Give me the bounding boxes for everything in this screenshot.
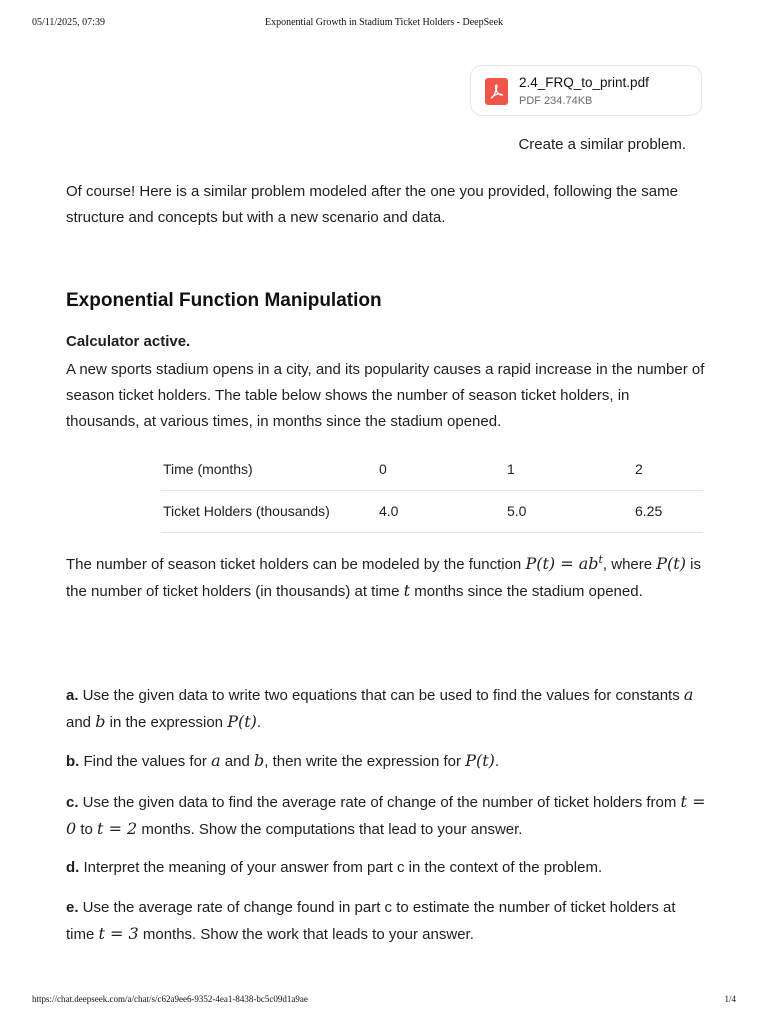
part-e <box>66 895 706 948</box>
math-t0: t = 0 <box>66 792 706 838</box>
table-cell: 2 <box>635 448 703 490</box>
attachment-filename: 2.4_FRQ_to_print.pdf <box>519 75 649 90</box>
user-message: Create a similar problem. <box>518 136 686 153</box>
table-cell: 0 <box>379 448 507 490</box>
math-t: t <box>403 581 411 600</box>
model-paragraph <box>66 547 706 605</box>
text-span: Interpret the meaning of your answer from part c in the context of the problem. <box>79 859 603 876</box>
part-label: a. <box>66 687 79 704</box>
text-span: . <box>256 714 262 731</box>
text-span: to <box>76 821 98 838</box>
print-footer <box>32 994 736 1008</box>
print-header <box>32 17 736 31</box>
problem-text: A new sports stadium opens in a city, and its popularity causes a rapid increase in the number of season ticket holders. The table below shows the number of season ticket holders, in thousands, at various times, in months since the stadium opened. <box>66 361 705 430</box>
part-label: d. <box>66 859 80 876</box>
math-b: b <box>254 751 265 770</box>
math-b: b <box>95 712 106 731</box>
text-span: months since the stadium opened. <box>410 583 643 600</box>
math-pt: P(t) <box>465 751 495 770</box>
table-row <box>161 490 703 532</box>
text-span: Use the given data to find the average rate of change of the number of ticket holders from <box>78 794 681 811</box>
text-span: , then write the expression for <box>264 753 466 770</box>
part-b <box>66 748 706 775</box>
part-a <box>66 682 706 736</box>
print-url: https://chat.deepseek.com/a/chat/s/c62a9ee6-9352-4ea1-8438-bc5c09d1a9ae <box>32 994 308 1004</box>
math-pt: P(t) <box>656 554 686 573</box>
table-header-row <box>161 448 703 490</box>
text-span: and <box>220 753 254 770</box>
print-page-number: 1/4 <box>724 994 736 1004</box>
text-span: months. Show the work that leads to your answer. <box>138 926 474 943</box>
text-span: Use the given data to write two equations that can be used to find the values for constants <box>78 687 684 704</box>
print-date: 05/11/2025, 07:39 <box>32 17 105 28</box>
math-a: a <box>211 751 221 770</box>
calculator-note: Calculator active. <box>66 333 191 350</box>
math-exponent: t <box>598 553 603 566</box>
table-cell: 5.0 <box>507 490 635 532</box>
pdf-icon <box>485 78 508 105</box>
attachment-meta: PDF 234.74KB <box>519 95 593 107</box>
print-title: Exponential Growth in Stadium Ticket Holders - DeepSeek <box>264 17 504 28</box>
text-span: months. Show the computations that lead to your answer. <box>137 821 523 838</box>
text-span: , where <box>602 556 657 573</box>
math-t2: t = 2 <box>97 819 138 838</box>
table-cell: 4.0 <box>379 490 507 532</box>
data-table <box>161 448 703 533</box>
math-function: P(t) = ab <box>525 554 599 573</box>
math-t3: t = 3 <box>98 924 139 943</box>
table-cell: 6.25 <box>635 490 703 532</box>
text-span: is the number of ticket holders (in thousands) at time <box>66 556 701 600</box>
text-span: and <box>66 714 96 731</box>
math-pt: P(t) <box>227 712 257 731</box>
part-c <box>66 789 706 843</box>
section-title: Exponential Function Manipulation <box>66 290 382 311</box>
text-span: . <box>494 753 500 770</box>
text-span: The number of season ticket holders can be modeled by the function <box>66 556 526 573</box>
table-cell: Time (months) <box>161 448 379 490</box>
part-label: b. <box>66 753 80 770</box>
pdf-attachment-card[interactable] <box>470 65 702 116</box>
part-d <box>66 855 706 881</box>
text-span: in the expression <box>105 714 228 731</box>
table-cell: Ticket Holders (thousands) <box>161 490 379 532</box>
text-span: Find the values for <box>79 753 212 770</box>
text-span: Use the average rate of change found in part c to estimate the number of ticket holders at time <box>66 899 676 943</box>
assistant-intro: Of course! Here is a similar problem modeled after the one you provided, following the same structure and concepts but with a new scenario and data. <box>66 183 678 226</box>
part-label: e. <box>66 899 79 916</box>
table-cell: 1 <box>507 448 635 490</box>
part-label: c. <box>66 794 79 811</box>
math-a: a <box>683 685 694 704</box>
